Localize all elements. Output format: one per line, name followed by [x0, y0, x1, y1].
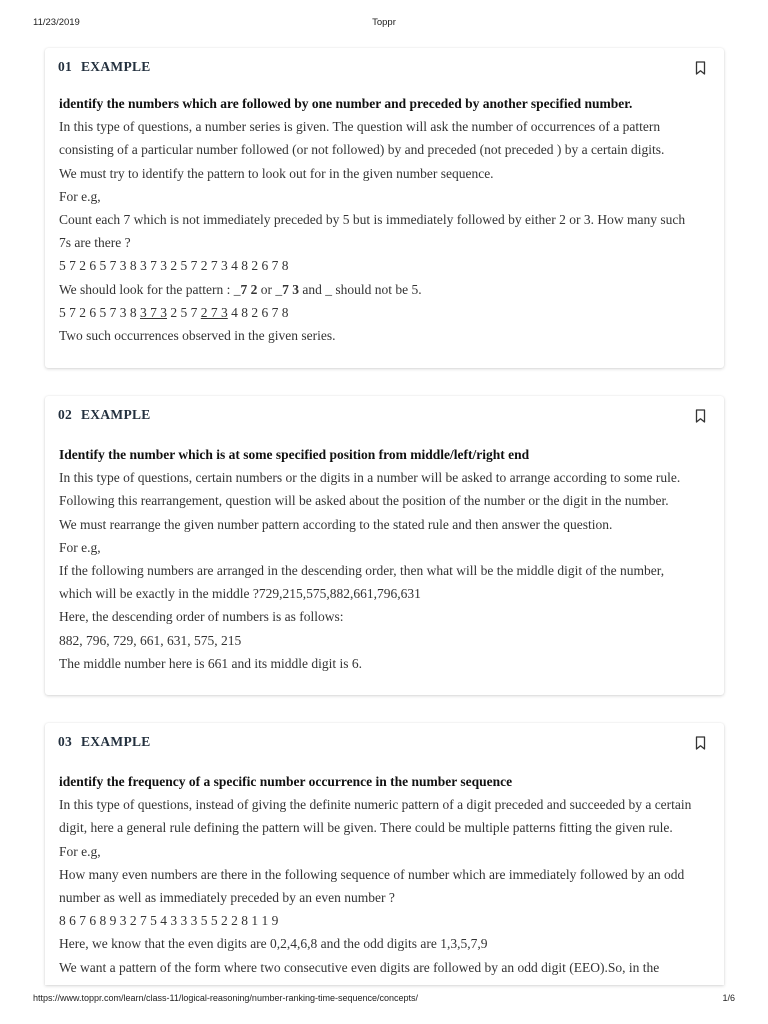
pattern-line — [59, 278, 710, 301]
example-heading: identify the numbers which are followed by one number and preceded by another specified number. — [59, 96, 633, 111]
text-line: We want a pattern of the form where two consecutive even digits are followed by an odd digit (EEO).So, in the — [59, 959, 660, 975]
page-number: 1/6 — [722, 993, 735, 1003]
bookmark-icon[interactable] — [695, 736, 706, 750]
card-header — [45, 396, 724, 426]
text-line: We must try to identify the pattern to look out for in the given number sequence. — [59, 165, 494, 181]
text-line: number as well as immediately preceded by an even number ? — [59, 890, 395, 906]
example-card-03 — [45, 723, 724, 985]
card-body — [45, 753, 724, 979]
text-line: For e.g, — [59, 188, 101, 204]
print-header — [0, 17, 768, 31]
print-footer — [0, 993, 768, 1007]
text-line: Following this rearrangement, question will be asked about the position of the number or the digit in the number. — [59, 493, 669, 509]
pattern-73: 7 3 — [282, 281, 299, 297]
underlined-match: 2 7 3 — [200, 304, 228, 320]
example-number: 01 — [58, 59, 73, 74]
pattern-mid: or _ — [257, 281, 283, 297]
example-label: EXAMPLE — [81, 734, 151, 749]
example-label: EXAMPLE — [81, 59, 151, 74]
page-url: https://www.toppr.com/learn/class-11/logical-reasoning/number-ranking-time-sequence/concepts/ — [33, 993, 419, 1003]
text-line: Here, the descending order of numbers is as follows: — [59, 609, 344, 625]
text-line: In this type of questions, certain numbers or the digits in a number will be asked to arrange according to some rule. — [59, 470, 681, 486]
number-sequence: 5 7 2 6 5 7 3 8 3 7 3 2 5 7 2 7 3 4 8 2 6 7 8 — [59, 258, 289, 274]
bookmark-icon[interactable] — [695, 61, 706, 75]
text-line: For e.g, — [59, 539, 101, 555]
text-line: In this type of questions, a number series is given. The question will ask the number of occurrences of a pattern — [59, 119, 661, 135]
card-header — [45, 723, 724, 753]
card-header — [45, 48, 724, 78]
bookmark-icon[interactable] — [695, 409, 706, 423]
example-heading: identify the frequency of a specific number occurrence in the number sequence — [59, 774, 513, 789]
marked-sequence — [59, 301, 710, 324]
card-body — [45, 78, 724, 347]
print-title: Toppr — [372, 17, 396, 28]
sequence-part: 4 8 2 6 7 8 — [227, 304, 289, 320]
text-line: We must rearrange the given number pattern according to the stated rule and then answer the question. — [59, 516, 613, 532]
pattern-72: 7 2 — [240, 281, 258, 297]
number-sequence: 8 6 7 6 8 9 3 2 7 5 4 3 3 3 5 5 2 2 8 1 1 9 — [59, 913, 279, 929]
conclusion-text: The middle number here is 661 and its middle digit is 6. — [59, 655, 362, 671]
sequence-part: 2 5 7 — [167, 304, 201, 320]
pattern-suffix: and _ should not be 5. — [299, 281, 422, 297]
example-number: 02 — [58, 407, 73, 422]
text-line: In this type of questions, instead of giving the definite numeric pattern of a digit preceded and succeeded by a certain — [59, 797, 692, 813]
example-card-01 — [45, 48, 724, 368]
text-line: 7s are there ? — [59, 235, 131, 251]
underlined-match: 3 7 3 — [140, 304, 167, 320]
sequence-part: 5 7 2 6 5 7 3 8 — [59, 304, 140, 320]
text-line: digit, here a general rule defining the pattern will be given. There could be multiple patterns fitting the given rule. — [59, 820, 673, 836]
example-card-02 — [45, 396, 724, 695]
text-line: If the following numbers are arranged in the descending order, then what will be the middle digit of the number, — [59, 563, 665, 579]
text-line: consisting of a particular number followed (or not followed) by and preceded (not preceded ) by a certain digits. — [59, 142, 665, 158]
print-date: 11/23/2019 — [33, 17, 80, 28]
text-line: Here, we know that the even digits are 0,2,4,6,8 and the odd digits are 1,3,5,7,9 — [59, 936, 488, 952]
text-line: For e.g, — [59, 843, 101, 859]
conclusion-text: Two such occurrences observed in the given series. — [59, 328, 336, 344]
card-body — [45, 426, 724, 675]
number-sequence: 882, 796, 729, 661, 631, 575, 215 — [59, 632, 242, 648]
text-line: Count each 7 which is not immediately preceded by 5 but is immediately followed by either 2 or 3. How many such — [59, 212, 686, 228]
example-label: EXAMPLE — [81, 407, 151, 422]
text-line: which will be exactly in the middle ?729,215,575,882,661,796,631 — [59, 586, 421, 602]
example-number: 03 — [58, 734, 73, 749]
text-line: How many even numbers are there in the following sequence of number which are immediately followed by an odd — [59, 866, 685, 882]
pattern-prefix: We should look for the pattern : _ — [59, 281, 241, 297]
example-heading: Identify the number which is at some specified position from middle/left/right end — [59, 447, 530, 462]
